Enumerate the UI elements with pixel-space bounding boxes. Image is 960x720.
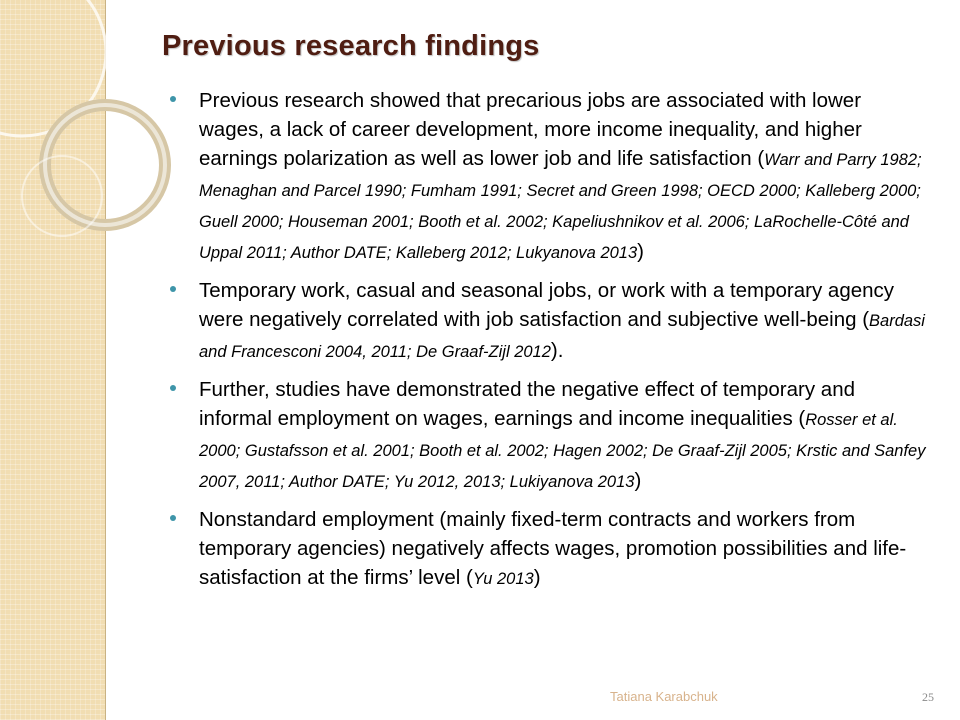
bullet-item bbox=[170, 276, 930, 367]
bullet-text bbox=[199, 86, 930, 268]
citation: Bardasi and Francesconi 2004, 2011; De Graaf-Zijl 2012 bbox=[199, 312, 925, 361]
bullet-dot-icon bbox=[170, 515, 176, 521]
bullet-body: Previous research showed that precarious jobs are associated with lower wages, a lack of career development, more income inequality, and higher earnings polarization as well as lower job and life satisfaction bbox=[199, 89, 862, 170]
citation-close: ) bbox=[634, 469, 642, 492]
bullet-item bbox=[170, 505, 930, 594]
slide-title: Previous research findings bbox=[162, 30, 540, 62]
citation: Warr and Parry 1982; Menaghan and Parcel 1990; Fumham 1991; Secret and Green 1998; OECD 2000; Kalleberg 2000; Guell 2000; Houseman 2001; Booth et al. 2002; Kapeliushnikov et al. 2006; LaRochelle-Côté and Uppal 2011; Author DATE; Kalleberg 2012; Lukyanova 2013 bbox=[199, 151, 922, 262]
citation: Yu 2013 bbox=[472, 570, 534, 588]
decorative-sidebar bbox=[0, 0, 106, 720]
citation-open: ( bbox=[798, 407, 806, 430]
citation-open: ( bbox=[465, 566, 473, 589]
footer-author: Tatiana Karabchuk bbox=[610, 689, 718, 704]
bullet-dot-icon bbox=[170, 96, 176, 102]
bullet-text bbox=[199, 375, 930, 497]
bullet-dot-icon bbox=[170, 286, 176, 292]
page-number: 25 bbox=[922, 690, 934, 704]
citation-open: ( bbox=[862, 308, 870, 331]
bullet-item bbox=[170, 86, 930, 268]
bullet-text bbox=[199, 505, 930, 594]
citation-close: ) bbox=[637, 240, 644, 263]
bullet-text bbox=[199, 276, 930, 367]
citation-open: ( bbox=[757, 147, 765, 170]
bullet-body: Temporary work, casual and seasonal jobs, or work with a temporary agency were negatively correlated with job satisfaction and subjective well-being bbox=[199, 279, 895, 331]
bullet-body: Nonstandard employment (mainly fixed-term contracts and workers from temporary agencies) negatively affects wages, promotion possibilities and life-satisfaction at the firms’ level bbox=[199, 508, 907, 589]
bullet-item bbox=[170, 375, 930, 497]
citation-close: ). bbox=[550, 339, 564, 362]
bullet-list bbox=[170, 86, 930, 602]
bullet-body: Further, studies have demonstrated the negative effect of temporary and informal employment on wages, earnings and income inequalities bbox=[199, 378, 856, 430]
citation-close: ) bbox=[533, 566, 541, 589]
bullet-dot-icon bbox=[170, 385, 176, 391]
citation: Rosser et al. 2000; Gustafsson et al. 2001; Booth et al. 2002; Hagen 2002; De Graaf-Zijl 2005; Krstic and Sanfey 2007, 2011; Author DATE; Yu 2012, 2013; Lukiyanova 2013 bbox=[199, 411, 926, 491]
